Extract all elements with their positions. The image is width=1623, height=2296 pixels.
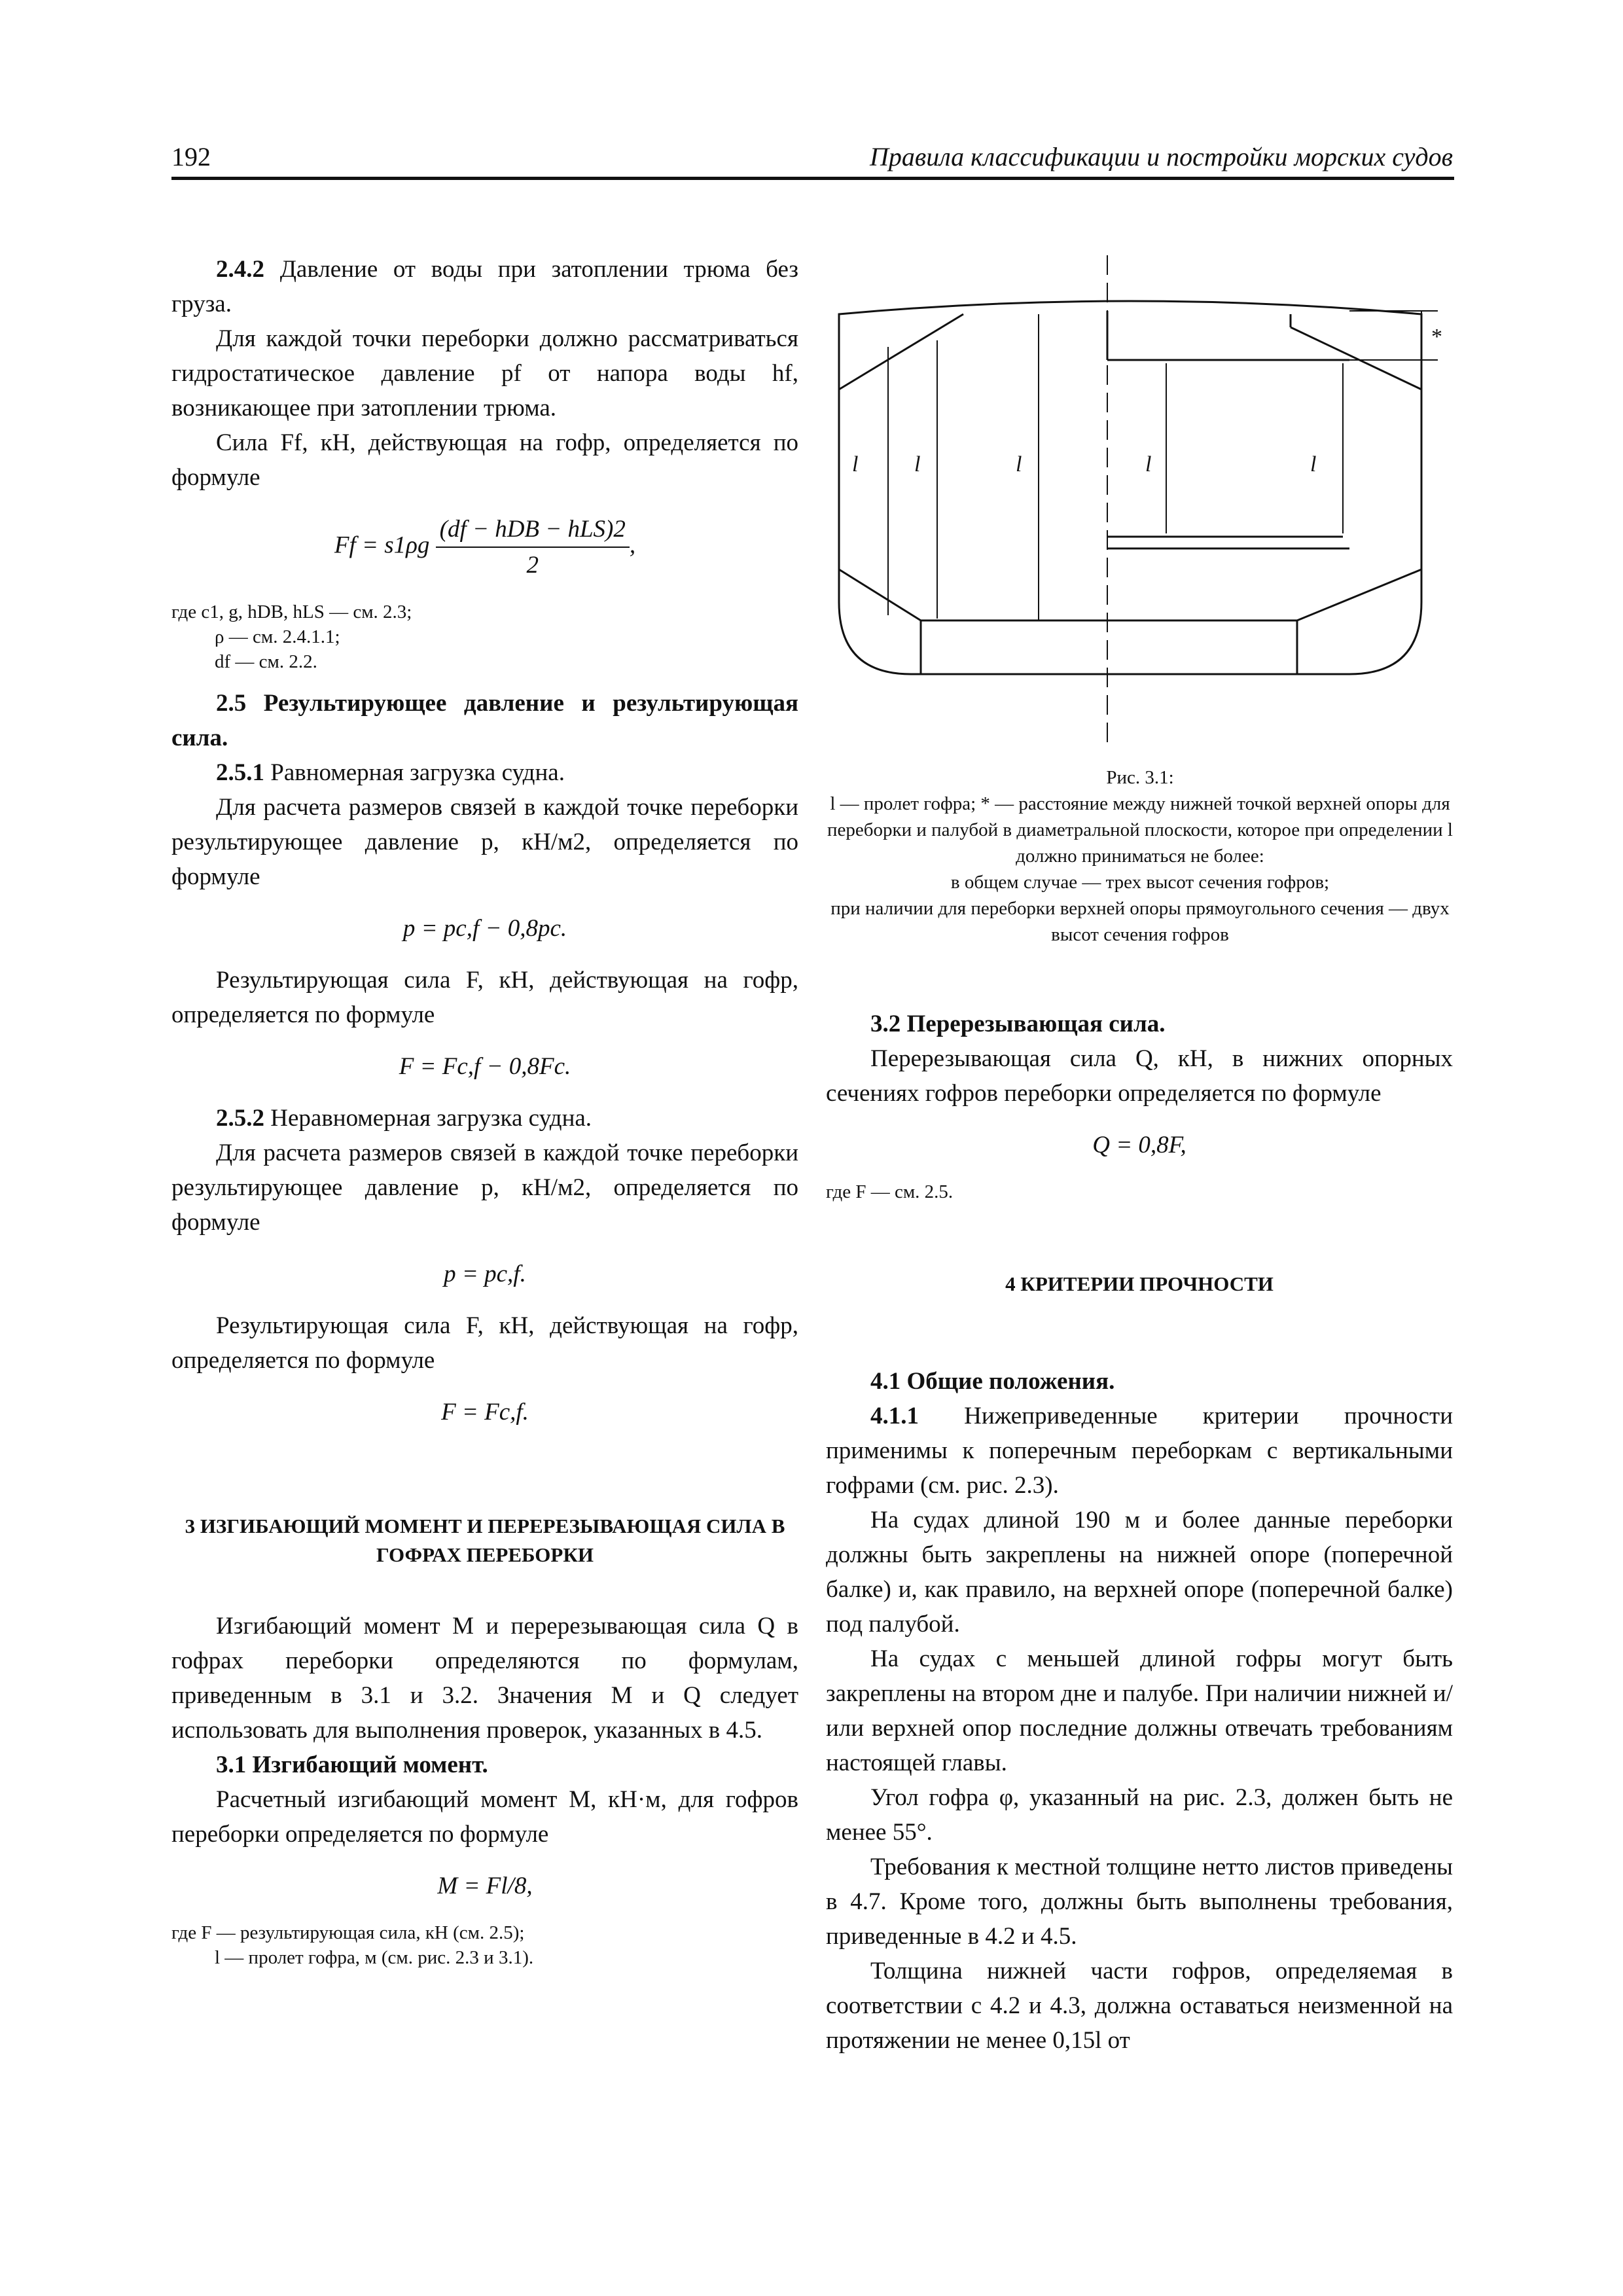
section-4-1-1-para4: Угол гофра φ, указанный на рис. 2.3, должен быть не менее 55°. (826, 1784, 1453, 1846)
formula-ff: Ff = s1ρg $\frac{\text{(df − hDB − hLS)2}}{2}$ , (171, 512, 798, 583)
right-topside-line (1291, 327, 1421, 389)
running-title: Правила классификации и постройки морских судов (869, 142, 1453, 171)
left-topside-line (839, 314, 963, 389)
double-bottom (921, 620, 1297, 674)
span-label: l (1145, 452, 1152, 476)
where-line: где c1, g, hDB, hLS — см. 2.3; (171, 601, 412, 622)
span-label: l (1310, 452, 1317, 476)
right-column (826, 1007, 1453, 2058)
section-2-4-2-para2: Сила Ff, кН, действующая на гофр, определяется по формуле (171, 429, 798, 491)
section-4-1-1-para5: Требования к местной толщине нетто листов приведены в 4.7. Кроме того, должны быть выполнены требования, приведенные в 4.2 и 4.5. (826, 1854, 1453, 1950)
section-4-1-1-para6: Толщина нижней части гофров, определяемая в соответствии с 4.2 и 4.3, должна оставаться неизменной на протяжении не менее 0,15l от (826, 1958, 1453, 2054)
formula-f-uniform: F = Fc,f − 0,8Fc. (399, 1053, 571, 1080)
caption-line: при наличии для переборки верхней опоры прямоугольного сечения — двух высот сечения гофров (830, 898, 1450, 945)
section-3-1-heading: 3.1 Изгибающий момент. (216, 1751, 488, 1778)
section-3-1-para1: Расчетный изгибающий момент M, кН·м, для гофров переборки определяется по формуле (171, 1786, 798, 1848)
right-hopper-line (1297, 569, 1421, 620)
chapter-3-para1: Изгибающий момент M и перерезывающая сила Q в гофрах переборки определяются по формулам, приведенным в 3.1 и 3.2. Значения M и Q следует использовать для выполнения проверок, указанных в 4.5. (171, 1613, 798, 1744)
where-line: ρ — см. 2.4.1.1; (215, 626, 340, 647)
formula-q: Q = 0,8F, (1092, 1132, 1186, 1158)
span-label: l (914, 452, 921, 476)
span-label: l (1016, 452, 1022, 476)
section-2-5-heading: 2.5 Результирующее давление и результирующая сила. (171, 690, 798, 751)
caption-title: Рис. 3.1: (1106, 767, 1174, 788)
caption-line: l — пролет гофра; * — расстояние между нижней точкой верхней опоры для переборки и палубой в диаметральной плоскости, которое при определении l должно приниматься не более: (827, 793, 1453, 867)
hull-outline (839, 301, 1421, 674)
section-3-2-heading: 3.2 Перерезывающая сила. (870, 1011, 1166, 1037)
chapter-3-heading: 3 ИЗГИБАЮЩИЙ МОМЕНТ И ПЕРЕРЕЗЫВАЮЩАЯ СИЛА В ГОФРАХ ПЕРЕБОРКИ (185, 1515, 785, 1566)
formula-p-nonuniform: p = pc,f. (444, 1261, 526, 1287)
figure-caption (826, 764, 1454, 948)
figure-3-1-diagram (826, 249, 1454, 746)
where-line: где F — см. 2.5. (826, 1181, 954, 1202)
section-2-5-2-heading: 2.5.2 Неравномерная загрузка судна. (216, 1105, 592, 1132)
section-3-2-para1: Перерезывающая сила Q, кН, в нижних опорных сечениях гофров переборки определяется по формуле (826, 1045, 1453, 1107)
section-2-4-2-para1: Для каждой точки переборки должно рассматриваться гидростатическое давление pf от напора воды hf, возникающее при затоплении трюма. (171, 325, 798, 422)
formula-p-uniform: p = pc,f − 0,8pc. (402, 915, 567, 942)
left-hopper-line (839, 569, 921, 620)
section-2-4-2-heading: 2.4.2 Давление от воды при затоплении трюма без груза. (171, 256, 798, 317)
section-4-1-1-para2: На судах длиной 190 м и более данные переборки должны быть закреплены на нижней опоре (поперечной балке) и, как правило, на верхней опоре (поперечной балке) под палубой. (826, 1507, 1453, 1638)
caption-line: в общем случае — трех высот сечения гофров; (950, 872, 1330, 893)
chapter-4-heading: 4 КРИТЕРИИ ПРОЧНОСТИ (1005, 1272, 1274, 1295)
section-2-5-1-para2: Результирующая сила F, кН, действующая на гофр, определяется по формуле (171, 967, 798, 1028)
formula-m: M = Fl/8, (437, 1873, 533, 1899)
span-label: l (852, 452, 859, 476)
where-line: где F — результирующая сила, кН (см. 2.5); (171, 1922, 525, 1943)
section-4-1-1-para3: На судах с меньшей длиной гофры могут быть закреплены на втором дне и палубе. При наличии нижней и/или верхней опор последние должны отвечать требованиям настоящей главы. (826, 1645, 1453, 1776)
section-2-5-1-para1: Для расчета размеров связей в каждой точке переборки результирующее давление p, кН/м2, определяется по формуле (171, 794, 798, 890)
section-4-1-heading: 4.1 Общие положения. (870, 1368, 1115, 1395)
section-2-5-1-heading: 2.5.1 Равномерная загрузка судна. (216, 759, 565, 786)
section-2-5-2-para2: Результирующая сила F, кН, действующая на гофр, определяется по формуле (171, 1312, 798, 1374)
formula-f-nonuniform: F = Fc,f. (441, 1399, 529, 1426)
header-rule (171, 177, 1454, 180)
section-2-5-2-para1: Для расчета размеров связей в каждой точке переборки результирующее давление p, кН/м2, определяется по формуле (171, 1139, 798, 1236)
where-line: df — см. 2.2. (215, 651, 317, 672)
section-4-1-1-para1: 4.1.1 Нижеприведенные критерии прочности применимы к поперечным переборкам с вертикальными гофрами (см. рис. 2.3). (826, 1403, 1453, 1499)
where-line: l — пролет гофра, м (см. рис. 2.3 и 3.1). (215, 1947, 534, 1968)
left-column (171, 252, 798, 1970)
star-label: * (1431, 325, 1442, 349)
page-number: 192 (171, 142, 211, 171)
